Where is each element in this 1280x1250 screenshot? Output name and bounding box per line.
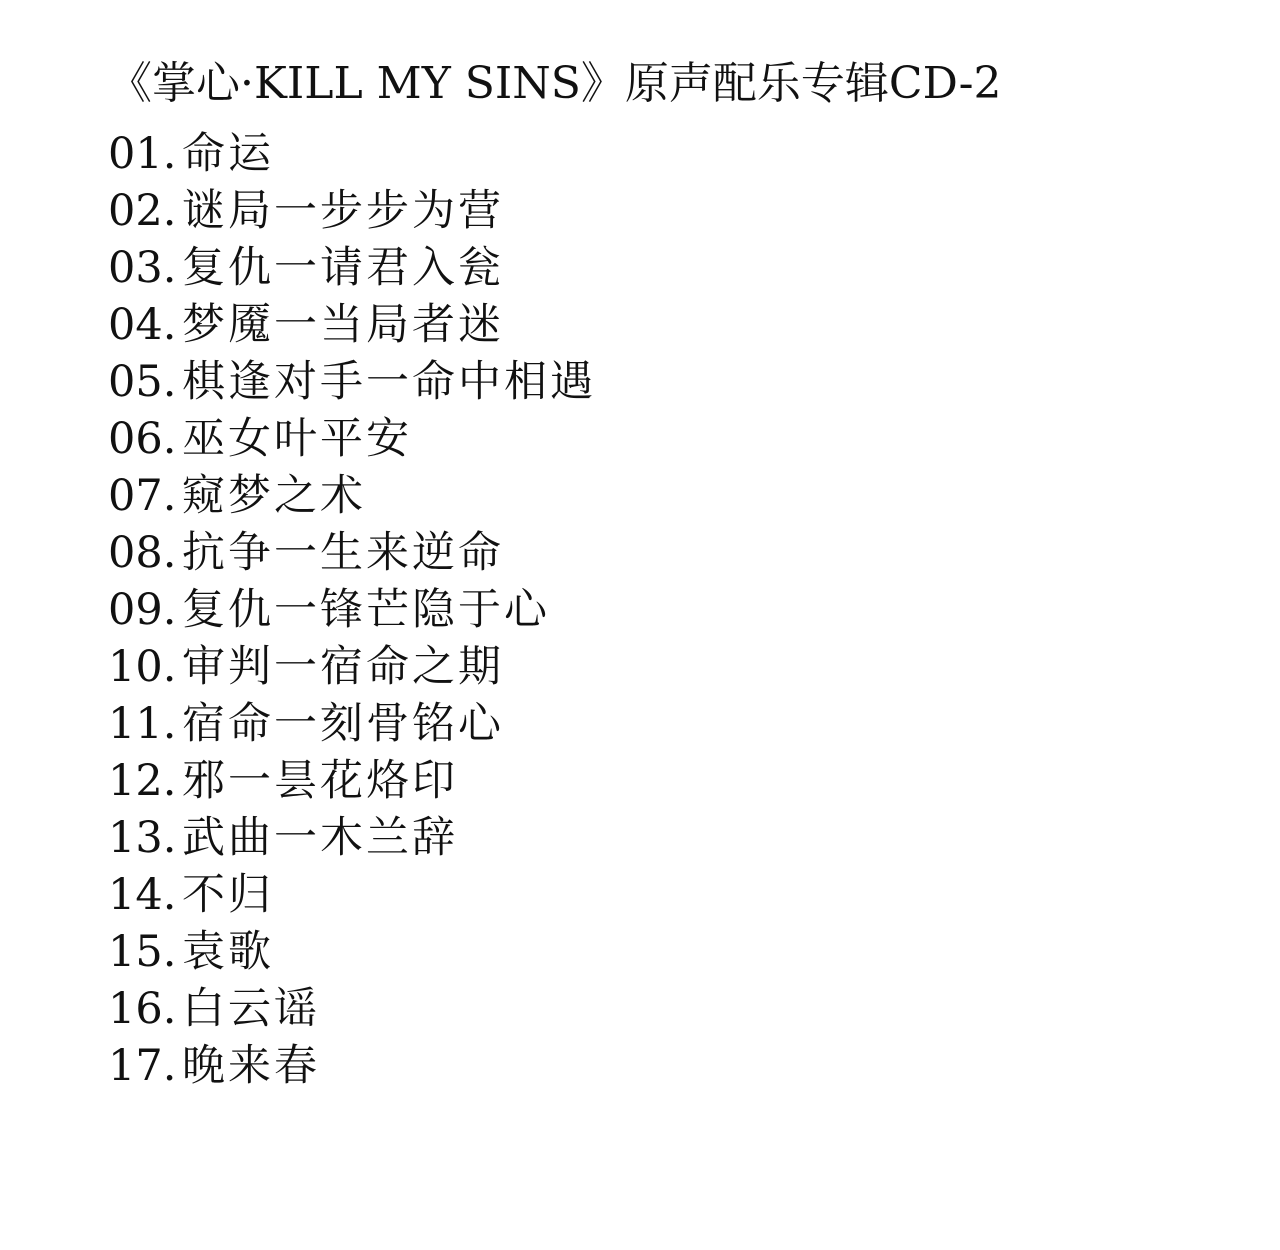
- track-number: 11.: [108, 699, 177, 749]
- track-title: 邪一昙花烙印: [182, 756, 458, 806]
- track-number: 10.: [108, 642, 177, 692]
- track-title: 窥梦之术: [182, 471, 366, 521]
- track-title: 棋逢对手一命中相遇: [182, 357, 596, 407]
- track-title: 白云谣: [182, 984, 320, 1034]
- track-item: [108, 582, 1208, 639]
- track-number: 03.: [108, 243, 177, 293]
- document: [108, 54, 1208, 1095]
- track-number: 13.: [108, 813, 177, 863]
- track-number: 08.: [108, 528, 177, 578]
- track-number: 05.: [108, 357, 177, 407]
- track-item: [108, 240, 1208, 297]
- track-title: 袁歌: [182, 927, 274, 977]
- track-title: 复仇一请君入瓮: [182, 243, 504, 293]
- track-number: 06.: [108, 414, 177, 464]
- track-title: 晚来春: [182, 1041, 320, 1091]
- track-number: 09.: [108, 585, 177, 635]
- track-number: 16.: [108, 984, 177, 1034]
- track-number: 14.: [108, 870, 177, 920]
- track-list: [108, 126, 1208, 1095]
- track-number: 07.: [108, 471, 177, 521]
- track-item: [108, 696, 1208, 753]
- track-item: [108, 354, 1208, 411]
- track-item: [108, 867, 1208, 924]
- track-title: 审判一宿命之期: [182, 642, 504, 692]
- track-item: [108, 924, 1208, 981]
- track-item: [108, 639, 1208, 696]
- track-item: [108, 810, 1208, 867]
- track-item: [108, 753, 1208, 810]
- track-number: 01.: [108, 129, 177, 179]
- track-item: [108, 525, 1208, 582]
- track-number: 04.: [108, 300, 177, 350]
- track-title: 命运: [182, 129, 274, 179]
- track-title: 武曲一木兰辞: [182, 813, 458, 863]
- track-item: [108, 183, 1208, 240]
- album-title: 《掌心·KILL MY SINS》原声配乐专辑CD-2: [108, 58, 1002, 109]
- track-title: 谜局一步步为营: [182, 186, 504, 236]
- track-item: [108, 126, 1208, 183]
- track-title: 巫女叶平安: [182, 414, 412, 464]
- track-item: [108, 468, 1208, 525]
- track-title: 宿命一刻骨铭心: [182, 699, 504, 749]
- track-item: [108, 411, 1208, 468]
- track-item: [108, 981, 1208, 1038]
- track-title: 梦魇一当局者迷: [182, 300, 504, 350]
- track-title: 不归: [182, 870, 274, 920]
- track-item: [108, 297, 1208, 354]
- track-item: [108, 1038, 1208, 1095]
- track-number: 15.: [108, 927, 177, 977]
- track-number: 02.: [108, 186, 177, 236]
- track-title: 抗争一生来逆命: [182, 528, 504, 578]
- track-number: 17.: [108, 1041, 177, 1091]
- track-title: 复仇一锋芒隐于心: [182, 585, 550, 635]
- track-number: 12.: [108, 756, 177, 806]
